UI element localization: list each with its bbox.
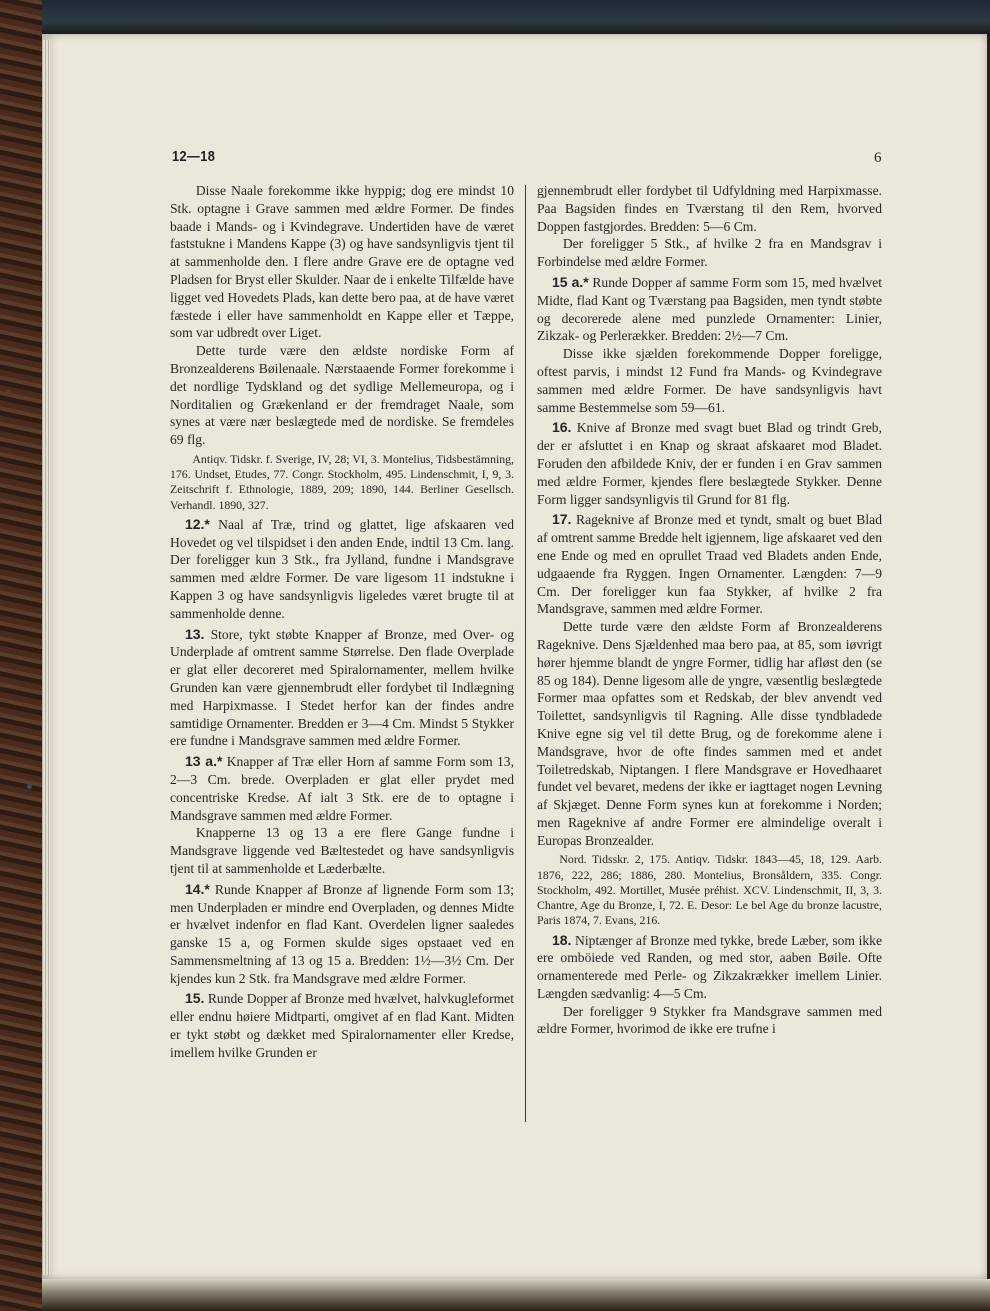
entry-18	[537, 932, 882, 1003]
entry-text: Store, tykt støbte Knapper af Bronze, med Over- og Underplade af omtrent samme Størrelse. Den flade Overplade er glat eller decoreret med Spiralornamenter, mellem hvilke Grunden kan være gjennembrudt eller fordybet til Indlægning med Harpixmasse. I Stedet herfor kan der findes andre samtidige Ornamenter. Bredden er 3—4 Cm. Mindst 5 Stykker ere fundne i Mandsgrave sammen med ældre Former.	[170, 626, 515, 749]
paragraph: gjennembrudt eller fordybet til Udfyldning med Harpixmasse. Paa Bagsiden findes en Tværstang til den Rem, hvorved Doppen fastgjordes. Bredden: 5—6 Cm.	[537, 183, 882, 234]
paragraph: Knapperne 13 og 13 a ere flere Gange fundne i Mandsgrave liggende ved Bæltestedet og have sandsynligvis tjent til at sammenholde et Læderbælte.	[170, 825, 514, 876]
column-divider	[525, 185, 526, 1122]
paragraph: Disse ikke sjælden forekommende Dopper foreligge, oftest parvis, i mindst 12 Fund fra Mands- og Kvindegrave sammen med ældre Former. De have sandsynligvis havt samme Bestemmelse som 59—61.	[537, 346, 882, 415]
entry-number: 17.	[551, 511, 572, 528]
reference-list: Nord. Tidsskr. 2, 175. Antiqv. Tidskr. 1843—45, 18, 129. Aarb. 1876, 222, 286; 1886, 280. Montelius, Bronsåldern, 335. Congr. Stockholm, 492. Mortillet, Musée préhist. XCV. Lindenschmit, II, 3, 3. Chantre, Age du Bronze, I, 72. E. Desor: Le bel Age du bronze lacustre, Paris 1874, 7. Evans, 216.	[537, 852, 882, 928]
entry-13a	[170, 753, 514, 824]
entry-13	[170, 626, 514, 751]
entry-number: 13 a.*	[184, 753, 223, 770]
page-edges	[42, 40, 50, 1275]
running-header-range: 12—18	[172, 148, 216, 165]
entry-text: Runde Dopper af samme Form som 15, med hvælvet Midte, flad Kant og Tværstang paa Bagsiden, men tyndt støbte og decorerede alene med punzlede Ornamenter: Linier, Zikzak- og Perlerækker. Bredden: 2½—7 Cm.	[537, 274, 883, 344]
paragraph: Der foreligger 9 Stykker fra Mandsgrave sammen med ældre Former, hvorimod de ikke ere trufne i	[537, 1003, 882, 1037]
paragraph: Disse Naale forekomme ikke hyppig; dog ere mindst 10 Stk. optagne i Grave sammen med ældre Former. De findes baade i Mands- og i Kvindegrave. Undertiden have de været faststukne i Mandens Kappe (3) og have sandsynligvis tjent til at sammenholde den. I flere andre Grave ere de optagne ved Pladsen for Bryst eller Skulder. Naar de i enkelte Tilfælde have ligget ved Hovedets Plads, kan dette bero paa, at de have været fæstede i eller have sammenholdt en Kappe eller et Tæppe, som var udbredt over Liget.	[170, 183, 514, 341]
page-number: 6	[874, 150, 882, 166]
entry-17	[537, 511, 882, 618]
entry-15	[170, 990, 514, 1061]
right-column	[537, 182, 882, 1038]
book-binding-left	[0, 0, 42, 1311]
book-binding-top	[42, 0, 990, 36]
entry-12	[170, 516, 514, 623]
entry-number: 15.	[184, 990, 205, 1007]
entry-14	[170, 881, 514, 988]
entry-text: Runde Dopper af Bronze med hvælvet, halvkugleformet eller endnu høiere Midtparti, omgivet af en flad Kant. Midten er tykt støbt og dækket med Spiralornamenter eller Kredse, imellem hvilke Grunden er	[170, 991, 514, 1060]
paragraph: Dette turde være den ældste nordiske Form af Bronzealderens Bøilenaale. Nærstaaende Former forekomme i det nordlige Tydskland og det sydlige Mellemeuropa, og i Norditalien og Grækenland er der fremdraget Naale, som synes at være nær beslægtede med de nordiske. Se fremdeles 69 flg.	[170, 343, 514, 448]
entry-number: 12.*	[184, 515, 210, 532]
entry-text: Runde Knapper af Bronze af lignende Form som 13; men Underpladen er mindre end Overpladen, og dennes Midte er hvælvet indenfor en flad Kant. Overdelen ligner saaledes ganske 15 a, og Formen skulde siges opstaaet ved en Sammensmeltning af 13 og 15 a. Bredden: 1½—3½ Cm. Der kjendes kun 2 Stk. fra Mandsgrave med ældre Former.	[170, 881, 515, 986]
entry-number: 15 a.*	[551, 273, 589, 290]
entry-number: 18.	[551, 931, 572, 948]
entry-text: Rageknive af Bronze med et tyndt, smalt og buet Blad af omtrent samme Bredde helt igjennem, lige afskaaret ved den ene Ende og med en oprullet Traad ved Bladets anden Ende, udgaaende fra Ryggen. Ingen Ornamenter. Længden: 7—9 Cm. Der foreligger kun faa Stykker, af hvilke 2 fra Mandsgrave, sammen med ældre Former.	[537, 512, 882, 617]
left-column	[170, 182, 514, 1062]
entry-number: 14.*	[184, 880, 210, 897]
paragraph: Dette turde være den ældste Form af Bronzealderens Rageknive. Dens Sjældenhed maa bero paa, at 85, som iøvrigt hører hjemme blandt de yngre Former, tidlig har afløst den (se 85 og 184). Denne ligesom alle de yngre, væsentlig beslægtede Former maa opfattes som et Redskab, der blev anvendt ved Toilettet, sandsynligvis til Ragning. Alle disse tyndbladede Knive egne sig vel til dette Brug, og de forekomme alene i Mandsgrave, hvor de ofte findes sammen med et andet Toiletredskab, Niptangen. I flere Mandsgrave er Hovedhaaret fundet vel bevaret, medens der ikke er iagttaget nogen Levning af Skjæget. Denne Form synes kun at forekomme i Norden; men Rageknive af andre Former ere almindelige overalt i Europas Bronzealder.	[537, 619, 882, 848]
page-bottom-edge	[42, 1279, 990, 1311]
entry-15a	[537, 274, 882, 345]
entry-text: Knive af Bronze med svagt buet Blad og trindt Greb, der er afsluttet i en Knap og skraat afskaaret mod Bladet. Foruden den afbildede Kniv, der er funden i en Grav sammen med ældre Former, kjendes flere beslægtede Stykker. Denne Form ligger sandsynligvis til Grund for 81 flg.	[537, 420, 882, 507]
entry-number: 13.	[184, 625, 205, 642]
entry-16	[537, 419, 882, 508]
entry-text: Knapper af Træ eller Horn af samme Form som 13, 2—3 Cm. brede. Overpladen er glat eller prydet med concentriske Kredse. Af ialt 3 Stk. ere de to optagne i Mandsgrave sammen med ældre Former.	[170, 754, 514, 823]
entry-number: 16.	[551, 419, 572, 436]
paragraph: Der foreligger 5 Stk., af hvilke 2 fra en Mandsgrav i Forbindelse med ældre Former.	[537, 236, 882, 270]
reference-list: Antiqv. Tidskr. f. Sverige, IV, 28; VI, 3. Montelius, Tidsbestämning, 176. Undset, Etudes, 77. Congr. Stockholm, 495. Lindenschmit, I, 9, 3. Zeitschrift f. Ethnologie, 1889, 209; 1890, 144. Berliner Gesellsch. Verhandl. 1890, 327.	[170, 451, 514, 512]
entry-text: Niptænger af Bronze med tykke, brede Læber, som ikke ere omböiede ved Randen, og med stor, aaben Bøile. Ofte ornamenterede med Perle- og Zikzakrækker imellem Linier. Længden sædvanlig: 4—5 Cm.	[537, 932, 882, 1001]
entry-text: Naal af Træ, trind og glattet, lige afskaaren ved Hovedet og vel tilspidset i den anden Ende, indtil 13 Cm. lang. Der foreligger kun 3 Stk., fra Jylland, fundne i Mandsgrave sammen med ældre Former. De vare ligesom 11 indstukne i Kappen 3 og have sandsynligvis ligeledes været brugte til at sammenholde denne.	[170, 516, 514, 621]
